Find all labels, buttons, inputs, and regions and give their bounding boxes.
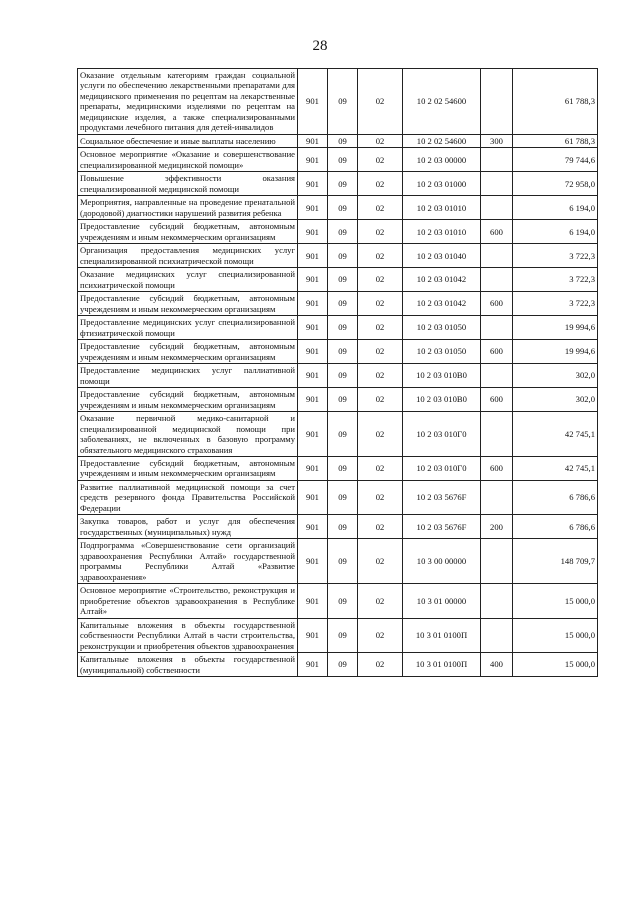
row-subsection: 02 — [358, 480, 403, 514]
row-code: 901 — [298, 618, 328, 652]
row-article: 10 2 03 00000 — [403, 148, 481, 172]
row-name: Предоставление субсидий бюджетным, автономным учреждениям и иным некоммерческим организациям — [78, 220, 298, 244]
row-code: 901 — [298, 388, 328, 412]
row-article: 10 2 03 01042 — [403, 268, 481, 292]
row-code: 901 — [298, 69, 328, 135]
table-row — [78, 340, 598, 364]
row-code: 901 — [298, 268, 328, 292]
row-name: Подпрограмма «Совершенствование сети организаций здравоохранения Республики Алтай» государственной программы Республики Алтай «Развитие здравоохранения» — [78, 539, 298, 584]
row-code: 901 — [298, 539, 328, 584]
row-section: 09 — [328, 584, 358, 618]
table-row — [78, 148, 598, 172]
row-name: Мероприятия, направленные на проведение пренатальной (дородовой) диагностики нарушений развития ребенка — [78, 196, 298, 220]
page-number: 28 — [312, 38, 328, 54]
row-sum: 148 709,7 — [513, 539, 598, 584]
row-subsection: 02 — [358, 515, 403, 539]
row-section: 09 — [328, 340, 358, 364]
row-name: Оказание отдельным категориям граждан социальной услуги по обеспечению лекарственными препаратами для медицинского применения по рецептам на лекарственные препараты, медицинскими изделиями по рецептам на медицинские изделия, а также специализированными продуктами лечебного питания для детей-инвалидов — [78, 69, 298, 135]
row-expense-kind — [481, 539, 513, 584]
row-sum: 3 722,3 — [513, 244, 598, 268]
row-code: 901 — [298, 456, 328, 480]
table-row — [78, 456, 598, 480]
row-name: Основное мероприятие «Оказание и совершенствование специализированной медицинской помощи» — [78, 148, 298, 172]
row-article: 10 2 02 54600 — [403, 134, 481, 147]
row-article: 10 2 03 01000 — [403, 172, 481, 196]
row-section: 09 — [328, 148, 358, 172]
row-code: 901 — [298, 196, 328, 220]
row-subsection: 02 — [358, 340, 403, 364]
row-expense-kind: 300 — [481, 134, 513, 147]
table-row — [78, 388, 598, 412]
table-row — [78, 316, 598, 340]
row-article: 10 2 03 010Г0 — [403, 456, 481, 480]
row-article: 10 2 03 01010 — [403, 220, 481, 244]
row-name: Капитальные вложения в объекты государственной (муниципальной) собственности — [78, 653, 298, 677]
row-code: 901 — [298, 364, 328, 388]
table-row — [78, 364, 598, 388]
budget-table-body — [78, 69, 598, 677]
table-row — [78, 69, 598, 135]
row-expense-kind: 600 — [481, 388, 513, 412]
row-sum: 61 788,3 — [513, 134, 598, 147]
row-section: 09 — [328, 515, 358, 539]
table-row — [78, 653, 598, 677]
row-expense-kind — [481, 480, 513, 514]
row-subsection: 02 — [358, 316, 403, 340]
table-row — [78, 618, 598, 652]
row-code: 901 — [298, 515, 328, 539]
row-section: 09 — [328, 480, 358, 514]
row-subsection: 02 — [358, 412, 403, 457]
table-row — [78, 244, 598, 268]
row-sum: 19 994,6 — [513, 316, 598, 340]
row-sum: 42 745,1 — [513, 456, 598, 480]
row-code: 901 — [298, 292, 328, 316]
row-code: 901 — [298, 653, 328, 677]
table-row — [78, 172, 598, 196]
table-row — [78, 480, 598, 514]
table-row — [78, 539, 598, 584]
row-section: 09 — [328, 456, 358, 480]
row-section: 09 — [328, 244, 358, 268]
row-subsection: 02 — [358, 653, 403, 677]
row-article: 10 3 00 00000 — [403, 539, 481, 584]
row-subsection: 02 — [358, 364, 403, 388]
row-sum: 79 744,6 — [513, 148, 598, 172]
row-section: 09 — [328, 292, 358, 316]
row-subsection: 02 — [358, 244, 403, 268]
table-row — [78, 292, 598, 316]
row-subsection: 02 — [358, 456, 403, 480]
row-expense-kind — [481, 618, 513, 652]
row-expense-kind — [481, 244, 513, 268]
row-section: 09 — [328, 388, 358, 412]
row-section: 09 — [328, 220, 358, 244]
row-expense-kind — [481, 584, 513, 618]
row-section: 09 — [328, 134, 358, 147]
row-name: Предоставление субсидий бюджетным, автономным учреждениям и иным некоммерческим организациям — [78, 292, 298, 316]
row-section: 09 — [328, 172, 358, 196]
row-section: 09 — [328, 412, 358, 457]
row-code: 901 — [298, 316, 328, 340]
row-subsection: 02 — [358, 69, 403, 135]
row-code: 901 — [298, 412, 328, 457]
row-subsection: 02 — [358, 172, 403, 196]
row-subsection: 02 — [358, 268, 403, 292]
row-article: 10 2 02 54600 — [403, 69, 481, 135]
budget-table — [77, 68, 598, 677]
row-expense-kind — [481, 196, 513, 220]
row-article: 10 2 03 010Г0 — [403, 412, 481, 457]
row-article: 10 2 03 010В0 — [403, 364, 481, 388]
row-expense-kind — [481, 69, 513, 135]
row-code: 901 — [298, 134, 328, 147]
row-expense-kind: 400 — [481, 653, 513, 677]
row-expense-kind: 600 — [481, 456, 513, 480]
row-expense-kind: 600 — [481, 220, 513, 244]
row-expense-kind — [481, 268, 513, 292]
row-sum: 3 722,3 — [513, 268, 598, 292]
row-code: 901 — [298, 172, 328, 196]
row-sum: 6 786,6 — [513, 480, 598, 514]
table-row — [78, 584, 598, 618]
row-section: 09 — [328, 268, 358, 292]
row-expense-kind: 600 — [481, 340, 513, 364]
table-row — [78, 412, 598, 457]
row-code: 901 — [298, 148, 328, 172]
row-expense-kind: 600 — [481, 292, 513, 316]
row-subsection: 02 — [358, 196, 403, 220]
row-subsection: 02 — [358, 292, 403, 316]
row-expense-kind — [481, 172, 513, 196]
row-sum: 19 994,6 — [513, 340, 598, 364]
table-row — [78, 134, 598, 147]
row-article: 10 2 03 010В0 — [403, 388, 481, 412]
row-expense-kind — [481, 364, 513, 388]
row-name: Закупка товаров, работ и услуг для обеспечения государственных (муниципальных) нужд — [78, 515, 298, 539]
table-row — [78, 196, 598, 220]
row-name: Капитальные вложения в объекты государственной собственности Республики Алтай в части строительства, реконструкции и приобретения объектов здравоохранения — [78, 618, 298, 652]
row-article: 10 3 01 0100П — [403, 653, 481, 677]
row-section: 09 — [328, 316, 358, 340]
row-sum: 6 194,0 — [513, 220, 598, 244]
row-subsection: 02 — [358, 220, 403, 244]
row-code: 901 — [298, 480, 328, 514]
row-section: 09 — [328, 196, 358, 220]
row-sum: 6 194,0 — [513, 196, 598, 220]
row-expense-kind — [481, 148, 513, 172]
row-article: 10 2 03 01010 — [403, 196, 481, 220]
row-name: Социальное обеспечение и иные выплаты населению — [78, 134, 298, 147]
row-sum: 61 788,3 — [513, 69, 598, 135]
row-name: Предоставление субсидий бюджетным, автономным учреждениям и иным некоммерческим организациям — [78, 456, 298, 480]
row-name: Предоставление субсидий бюджетным, автономным учреждениям и иным некоммерческим организациям — [78, 388, 298, 412]
row-article: 10 3 01 0100П — [403, 618, 481, 652]
row-sum: 6 786,6 — [513, 515, 598, 539]
row-expense-kind — [481, 316, 513, 340]
row-name: Основное мероприятие «Строительство, реконструкция и приобретение объектов здравоохранения в Республике Алтай» — [78, 584, 298, 618]
row-name: Предоставление субсидий бюджетным, автономным учреждениям и иным некоммерческим организациям — [78, 340, 298, 364]
row-subsection: 02 — [358, 539, 403, 584]
row-sum: 15 000,0 — [513, 653, 598, 677]
row-name: Повышение эффективности оказания специализированной медицинской помощи — [78, 172, 298, 196]
row-code: 901 — [298, 584, 328, 618]
row-article: 10 2 03 01040 — [403, 244, 481, 268]
row-subsection: 02 — [358, 148, 403, 172]
row-sum: 302,0 — [513, 388, 598, 412]
row-name: Предоставление медицинских услуг паллиативной помощи — [78, 364, 298, 388]
row-sum: 302,0 — [513, 364, 598, 388]
row-section: 09 — [328, 69, 358, 135]
row-section: 09 — [328, 539, 358, 584]
row-sum: 42 745,1 — [513, 412, 598, 457]
row-name: Развитие паллиативной медицинской помощи за счет средств резервного фонда Правительства Российской Федерации — [78, 480, 298, 514]
row-article: 10 2 03 01050 — [403, 340, 481, 364]
row-code: 901 — [298, 244, 328, 268]
row-section: 09 — [328, 364, 358, 388]
row-article: 10 2 03 5676F — [403, 480, 481, 514]
table-row — [78, 268, 598, 292]
row-code: 901 — [298, 340, 328, 364]
row-article: 10 2 03 01042 — [403, 292, 481, 316]
row-article: 10 2 03 5676F — [403, 515, 481, 539]
row-section: 09 — [328, 618, 358, 652]
row-subsection: 02 — [358, 134, 403, 147]
row-name: Предоставление медицинских услуг специализированной фтизиатрической помощи — [78, 316, 298, 340]
row-section: 09 — [328, 653, 358, 677]
row-article: 10 2 03 01050 — [403, 316, 481, 340]
row-sum: 3 722,3 — [513, 292, 598, 316]
row-expense-kind — [481, 412, 513, 457]
row-name: Оказание медицинских услуг специализированной психиатрической помощи — [78, 268, 298, 292]
row-sum: 15 000,0 — [513, 584, 598, 618]
row-subsection: 02 — [358, 584, 403, 618]
row-name: Оказание первичной медико-санитарной и специализированной медицинской помощи при заболеваниях, не включенных в базовую программу обязательного медицинского страхования — [78, 412, 298, 457]
row-sum: 15 000,0 — [513, 618, 598, 652]
row-article: 10 3 01 00000 — [403, 584, 481, 618]
row-code: 901 — [298, 220, 328, 244]
table-row — [78, 515, 598, 539]
row-subsection: 02 — [358, 618, 403, 652]
table-row — [78, 220, 598, 244]
row-sum: 72 958,0 — [513, 172, 598, 196]
row-name: Организация предоставления медицинских услуг специализированной психиатрической помощи — [78, 244, 298, 268]
row-expense-kind: 200 — [481, 515, 513, 539]
row-subsection: 02 — [358, 388, 403, 412]
